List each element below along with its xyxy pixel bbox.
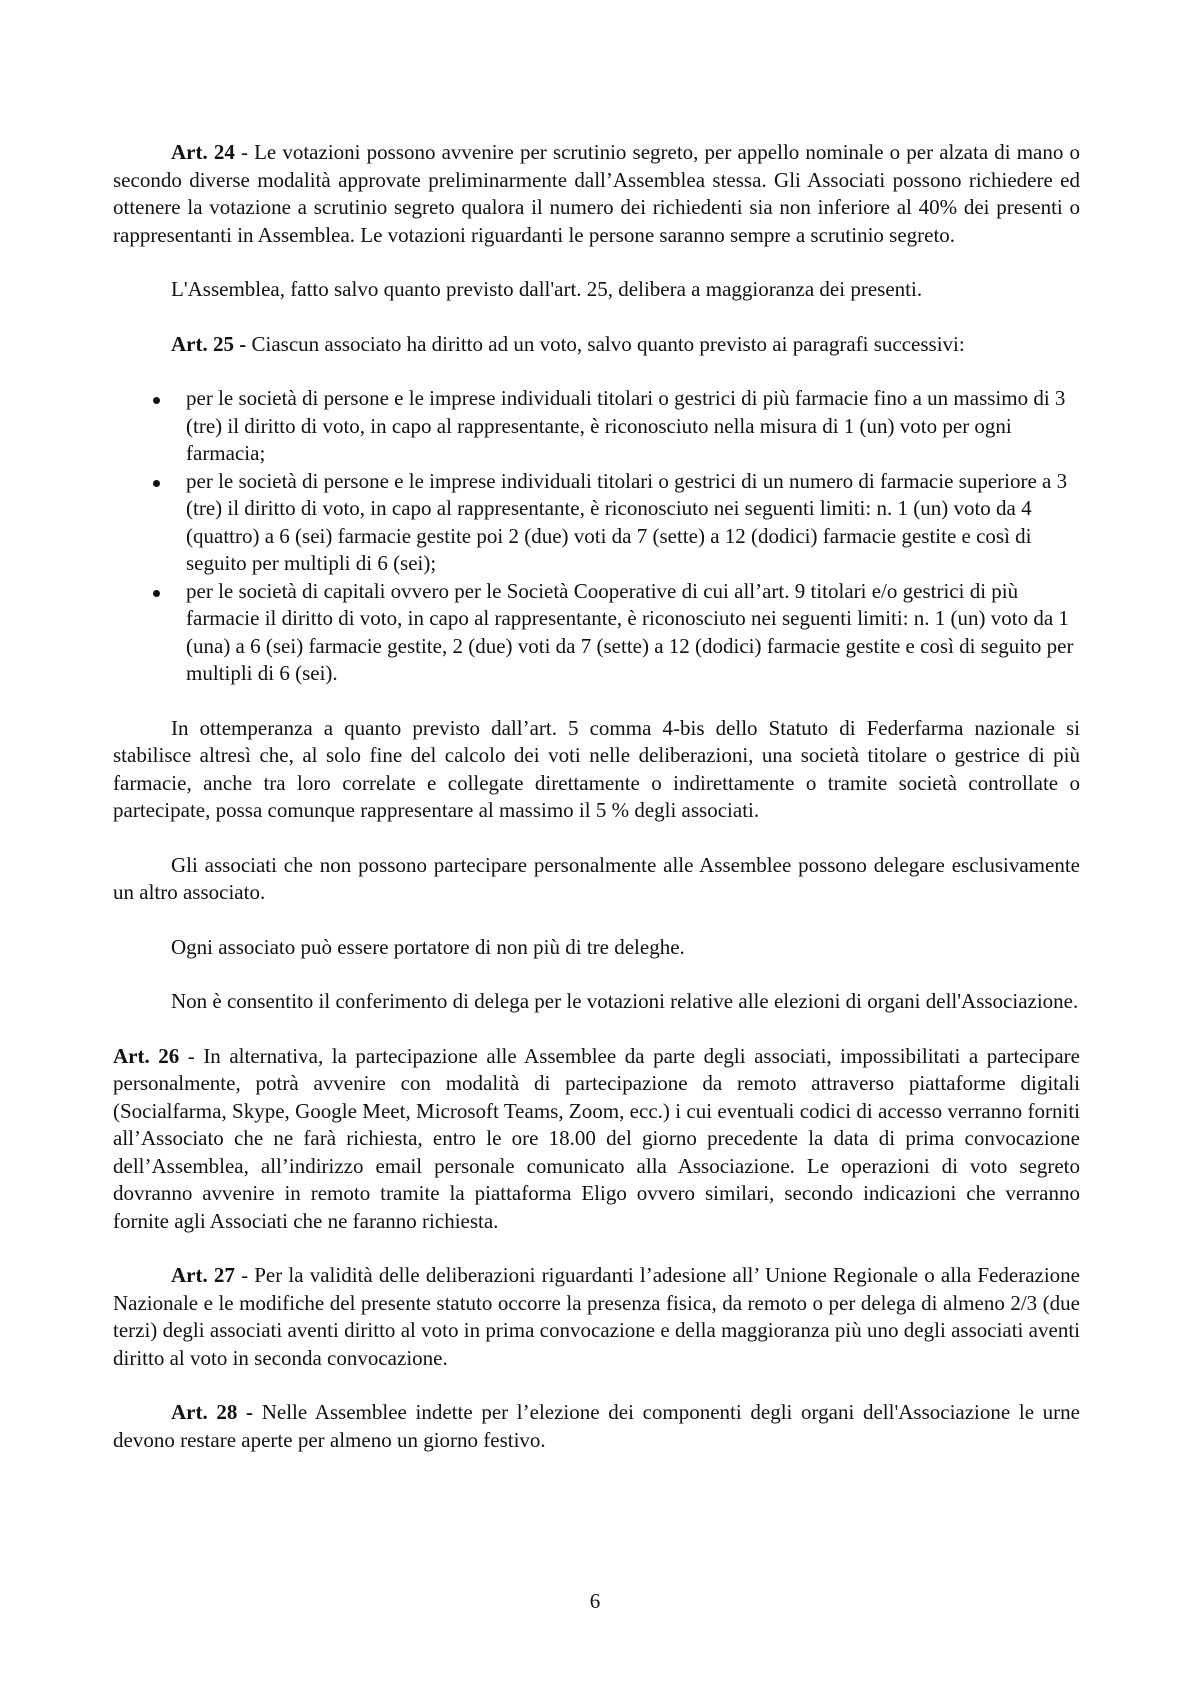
article-25-bullet-list — [113, 385, 1080, 688]
list-item-text: per le società di capitali ovvero per le Società Cooperative di cui all’art. 9 titolari e/o gestrici di più farmacie il diritto di voto, in capo al rappresentante, è riconosciuto nei seguenti limiti: n. 1 (un) voto da 1 (una) a 6 (sei) farmacie gestite, 2 (due) voti da 7 (sette) a 12 (dodici) farmacie gestite e così di seguito per multipli di 6 (sei). — [186, 578, 1074, 685]
paragraph-assemblea: L'Assemblea, fatto salvo quanto previsto dall'art. 25, delibera a maggioranza dei presenti. — [171, 277, 923, 301]
list-item — [113, 468, 1080, 578]
article-24-text: - Le votazioni possono avvenire per scrutinio segreto, per appello nominale o per alzata di mano o secondo diverse modalità approvate preliminarmente dall’Assemblea stessa. Gli Associati possono richiedere ed ottenere la votazione a scrutinio segreto qualora il numero dei richiedenti sia non inferiore al 40% dei presenti o rappresentanti in Assemblea. Le votazioni riguardanti le persone saranno sempre a scrutinio segreto. — [113, 140, 1080, 247]
article-25 — [113, 331, 1080, 359]
article-26-label: Art. 26 — [113, 1043, 180, 1068]
paragraph-portatore: Ogni associato può essere portatore di non più di tre deleghe. — [171, 934, 685, 959]
article-28 — [113, 1399, 1080, 1454]
list-item-text: per le società di persone e le imprese individuali titolari o gestrici di più farmacie fino a un massimo di 3 (tre) il diritto di voto, in capo al rappresentante, è riconosciuto nella misura di 1 (un) voto per ogni farmacia; — [186, 386, 1066, 465]
article-27-label: Art. 27 — [171, 1263, 235, 1287]
article-25-text: Ciascun associato ha diritto ad un voto, salvo quanto previsto ai paragrafi successivi: — [246, 331, 965, 356]
list-item — [113, 578, 1080, 688]
article-26 — [113, 1043, 1080, 1236]
article-28-text: Nelle Assemblee indette per l’elezione dei componenti degli organi dell'Associazione le urne devono restare aperte per almeno un giorno festivo. — [113, 1400, 1080, 1452]
page-number: 6 — [589, 1589, 601, 1613]
paragraph-conferimento: Non è consentito il conferimento di delega per le votazioni relative alle elezioni di organi dell'Associazione. — [171, 989, 1079, 1013]
article-27 — [113, 1262, 1080, 1372]
bullet-icon — [153, 480, 160, 487]
list-item — [113, 385, 1080, 468]
article-28-label: Art. 28 - — [171, 1400, 254, 1424]
article-26-text: - In alternativa, la partecipazione alle Assemblee da parte degli associati, impossibilitati a partecipare personalmente, potrà avvenire con modalità di partecipazione da remoto attraverso piattaforme digitali (Socialfarma, Skype, Google Meet, Microsoft Teams, Zoom, ecc.) i cui eventuali codici di accesso verranno forniti all’Associato che ne farà richiesta, entro le ore 18.00 del giorno precedente la data di prima convocazione dell’Assemblea, all’indirizzo email personale comunicato alla Associazione. Le operazioni di voto segreto dovranno avvenire in remoto tramite la piattaforma Eligo ovvero similari, secondo indicazioni che verranno fornite agli Associati che ne faranno richiesta. — [113, 1043, 1080, 1233]
paragraph-ottemperanza: In ottemperanza a quanto previsto dall’art. 5 comma 4-bis dello Statuto di Federfarma nazionale si stabilisce altresì che, al solo fine del calcolo dei voti nelle deliberazioni, una società titolare o gestrice di più farmacie, anche tra loro correlate e collegate direttamente o indirettamente o tramite società controllate o partecipate, possa comunque rappresentare al massimo il 5 % degli associati. — [113, 715, 1080, 822]
bullet-icon — [153, 397, 160, 404]
document-body — [113, 139, 1080, 1454]
bullet-icon — [153, 590, 160, 597]
article-24-label: Art. 24 — [171, 140, 235, 164]
article-24 — [113, 139, 1080, 249]
article-25-label: Art. 25 - — [171, 331, 247, 356]
list-item-text: per le società di persone e le imprese individuali titolari o gestrici di un numero di farmacie superiore a 3 (tre) il diritto di voto, in capo al rappresentante, è riconosciuto nei seguenti limiti: n. 1 (un) voto da 4 (quattro) a 6 (sei) farmacie gestite poi 2 (due) voti da 7 (sette) a 12 (dodici) farmacie gestite e così di seguito per multipli di 6 (sei); — [186, 468, 1068, 575]
article-27-text: - Per la validità delle deliberazioni riguardanti l’adesione all’ Unione Regionale o alla Federazione Nazionale e le modifiche del presente statuto occorre la presenza fisica, da remoto o per delega di almeno 2/3 (due terzi) degli associati aventi diritto al voto in prima convocazione e della maggioranza più uno degli associati aventi diritto al voto in seconda convocazione. — [113, 1263, 1081, 1370]
paragraph-delega: Gli associati che non possono partecipare personalmente alle Assemblee possono delegare esclusivamente un altro associato. — [113, 852, 1080, 904]
